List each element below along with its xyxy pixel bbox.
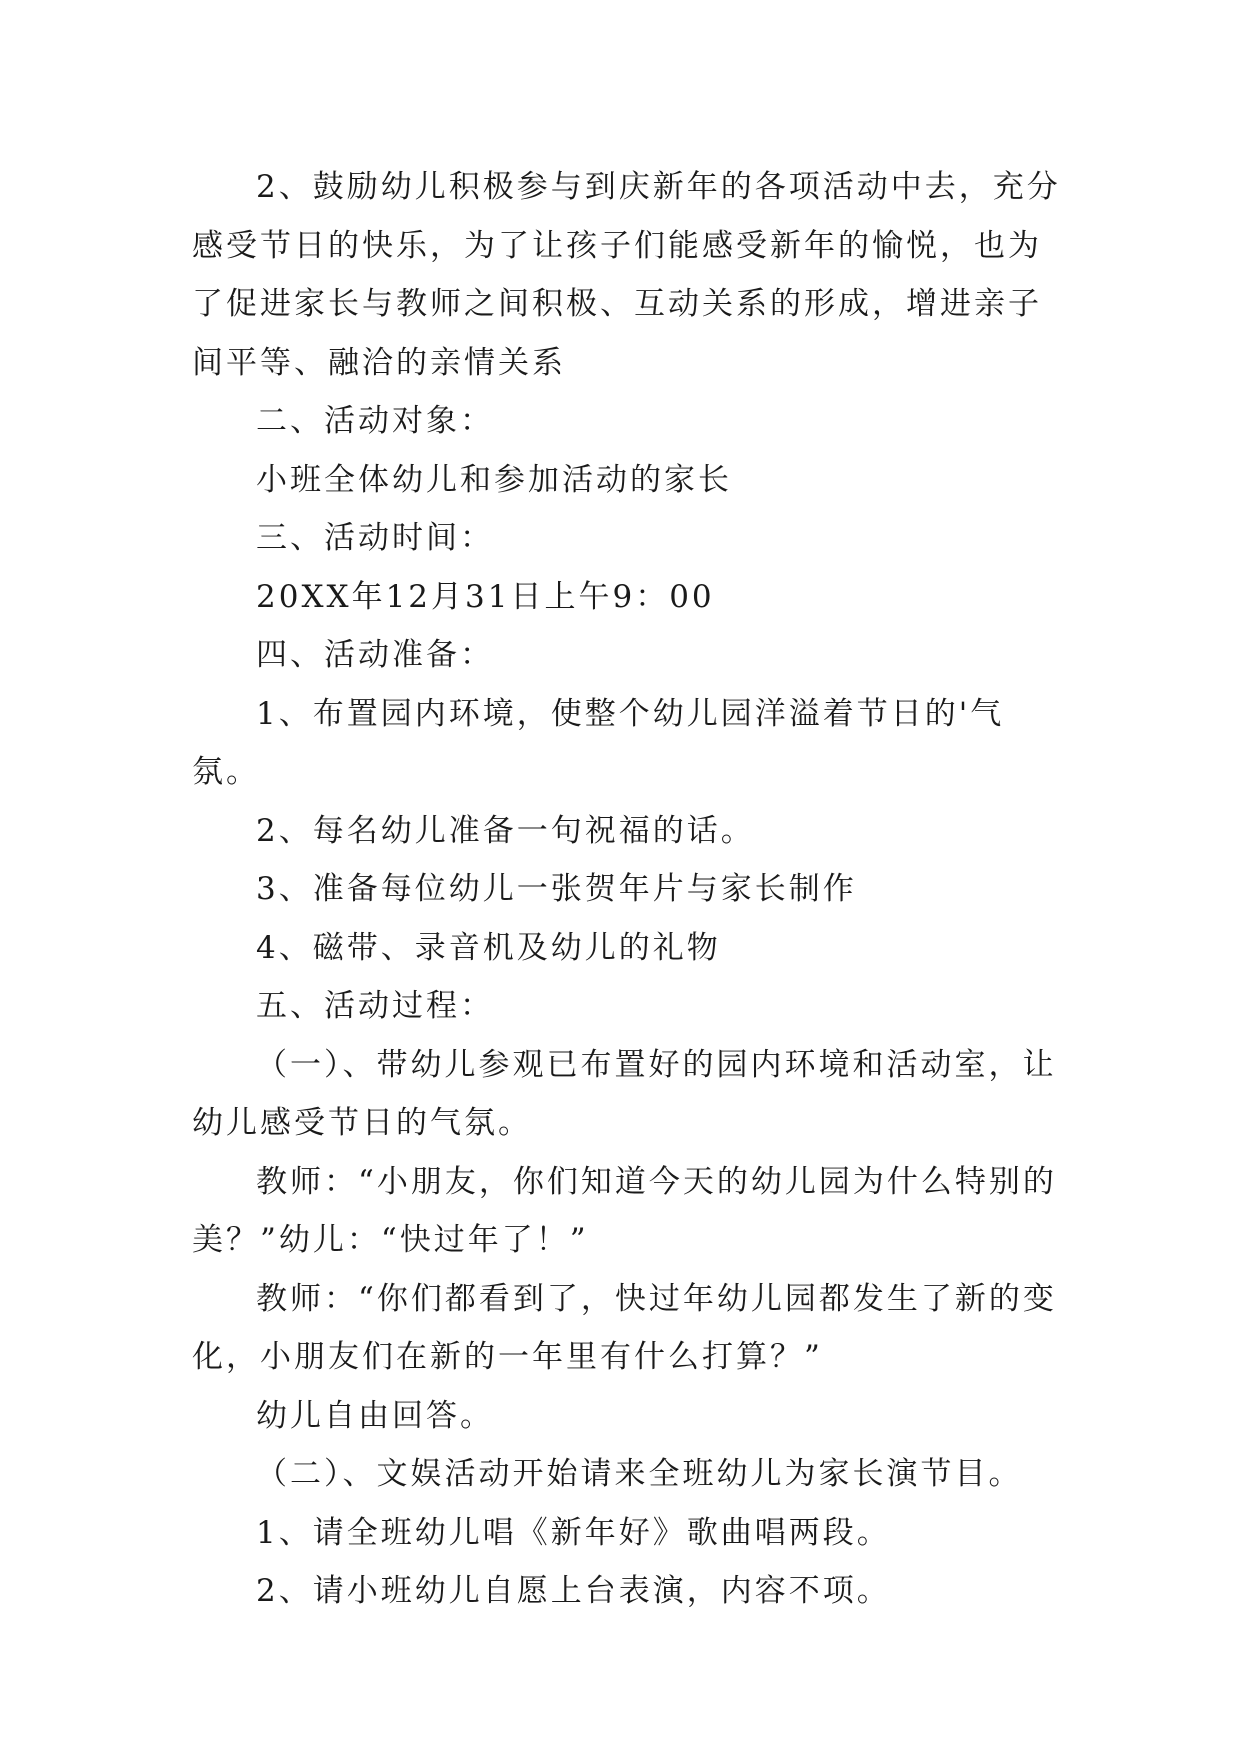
paragraph-goal-2: 2、鼓励幼儿积极参与到庆新年的各项活动中去，充分感受节日的快乐，为了让孩子们能感受新年的愉悦，也为了促进家长与教师之间积极、互动关系的形成，增进亲子间平等、融洽的亲情关系 — [192, 169, 1061, 381]
paragraph-process-part-1: （一）、带幼儿参观已布置好的园内环境和活动室，让幼儿感受节日的气氛。 — [192, 1046, 1057, 1141]
paragraph-preparation-1: 1、布置园内环境，使整个幼儿园洋溢着节日的'气氛。 — [192, 695, 1005, 790]
paragraph-activity-time: 20XX年12月31日上午9：00 — [256, 578, 715, 615]
paragraph-teacher-dialogue-2: 教师：“你们都看到了，快过年幼儿园都发生了新的变化，小朋友们在新的一年里有什么打算？” — [192, 1280, 1057, 1375]
paragraph-preparation-3: 3、准备每位幼儿一张贺年片与家长制作 — [256, 871, 857, 907]
heading-activity-target: 二、活动对象： — [256, 403, 494, 439]
paragraph-performance-1: 1、请全班幼儿唱《新年好》歌曲唱两段。 — [256, 1514, 891, 1551]
paragraph-children-answer: 幼儿自由回答。 — [256, 1397, 494, 1434]
document-body — [192, 158, 1062, 1621]
paragraph-process-part-2: （二）、文娱活动开始请来全班幼儿为家长演节目。 — [256, 1456, 1023, 1492]
heading-activity-time: 三、活动时间： — [256, 520, 494, 556]
heading-activity-process: 五、活动过程： — [256, 988, 494, 1024]
paragraph-performance-2: 2、请小班幼儿自愿上台表演，内容不项。 — [256, 1573, 891, 1609]
paragraph-preparation-4: 4、磁带、录音机及幼儿的礼物 — [256, 929, 721, 966]
heading-activity-preparation: 四、活动准备： — [256, 637, 494, 673]
paragraph-activity-target: 小班全体幼儿和参加活动的家长 — [256, 461, 732, 498]
paragraph-preparation-2: 2、每名幼儿准备一句祝福的话。 — [256, 812, 755, 849]
paragraph-teacher-dialogue-1: 教师：“小朋友，你们知道今天的幼儿园为什么特别的美？”幼儿：“快过年了！” — [192, 1163, 1057, 1258]
